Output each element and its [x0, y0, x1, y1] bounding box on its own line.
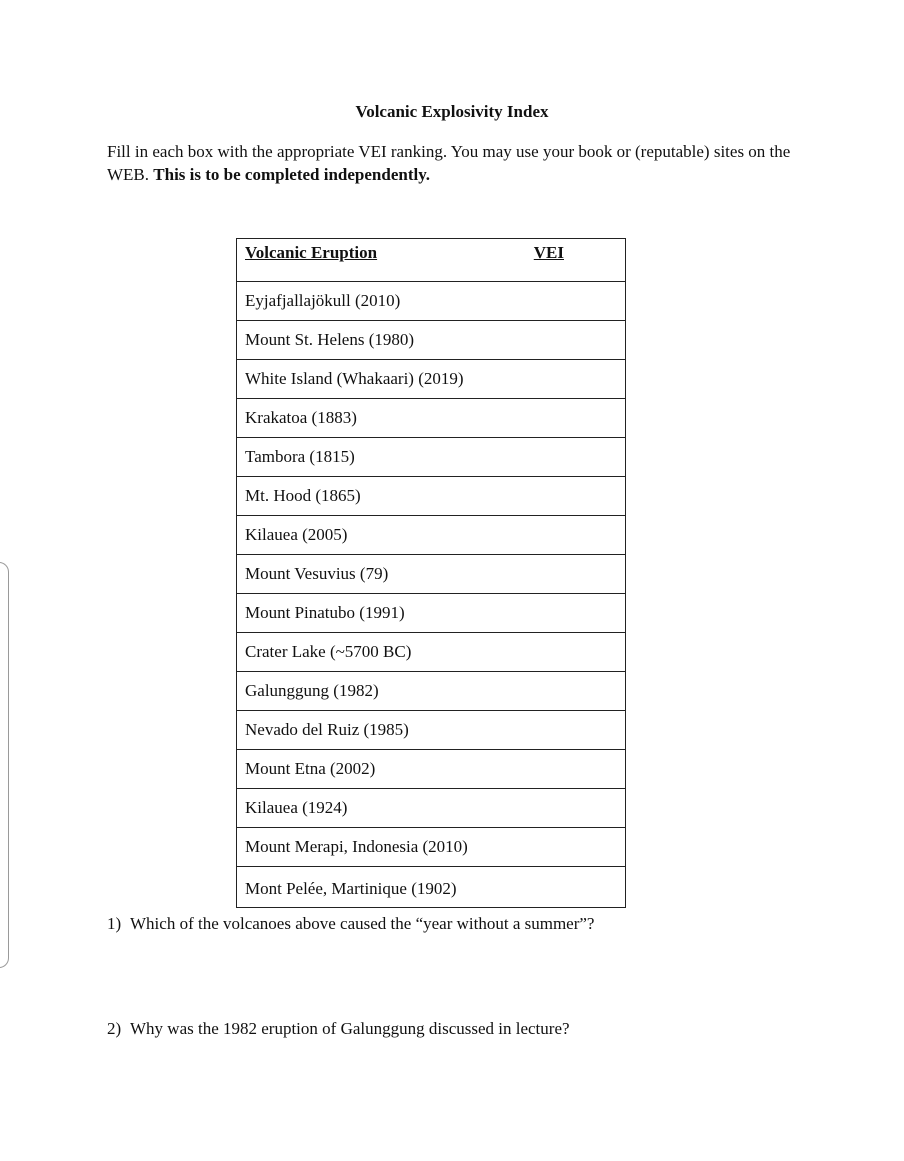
eruption-cell[interactable] [237, 867, 626, 908]
column-header-vei: VEI [533, 243, 564, 262]
eruption-name: Mount Merapi, Indonesia (2010) [245, 837, 468, 856]
eruption-cell[interactable] [237, 282, 626, 321]
question-number: 1) [107, 914, 122, 933]
eruption-cell[interactable] [237, 516, 626, 555]
vei-table [236, 238, 626, 908]
table-row [237, 282, 626, 321]
table-row [237, 750, 626, 789]
eruption-name: Crater Lake (~5700 BC) [245, 642, 412, 661]
eruption-name: Kilauea (1924) [245, 798, 348, 817]
eruption-name: Mt. Hood (1865) [245, 486, 361, 505]
eruption-name: White Island (Whakaari) (2019) [245, 369, 464, 388]
eruption-cell[interactable] [237, 399, 626, 438]
table-header-row [237, 239, 626, 282]
page-title: Volcanic Explosivity Index [355, 102, 549, 121]
side-panel-edge [0, 562, 9, 968]
eruption-name: Mount St. Helens (1980) [245, 330, 415, 349]
question-text: Why was the 1982 eruption of Galunggung discussed in lecture? [130, 1019, 570, 1038]
eruption-name: Galunggung (1982) [245, 681, 379, 700]
table-row [237, 711, 626, 750]
table-row [237, 789, 626, 828]
question-text: Which of the volcanoes above caused the “year without a summer”? [130, 914, 595, 933]
table-row [237, 399, 626, 438]
instructions-bold-text: This is to be completed independently. [153, 165, 431, 184]
question-2 [107, 1018, 570, 1040]
question-1 [107, 913, 594, 935]
table-row [237, 633, 626, 672]
eruption-name: Eyjafjallajökull (2010) [245, 291, 401, 310]
eruption-cell[interactable] [237, 633, 626, 672]
table-header-cell [237, 239, 626, 282]
instructions [107, 140, 807, 186]
eruption-name: Nevado del Ruiz (1985) [245, 720, 409, 739]
eruption-cell[interactable] [237, 711, 626, 750]
table-row [237, 516, 626, 555]
table-row [237, 321, 626, 360]
question-number: 2) [107, 1019, 122, 1038]
eruption-name: Kilauea (2005) [245, 525, 348, 544]
table-row [237, 594, 626, 633]
table-row [237, 360, 626, 399]
eruption-cell[interactable] [237, 750, 626, 789]
table-row [237, 672, 626, 711]
table-body [237, 282, 626, 908]
eruption-name: Mount Pinatubo (1991) [245, 603, 405, 622]
eruption-name: Mont Pelée, Martinique (1902) [245, 879, 457, 898]
table-row [237, 477, 626, 516]
table-row [237, 555, 626, 594]
eruption-cell[interactable] [237, 828, 626, 867]
eruption-cell[interactable] [237, 789, 626, 828]
instructions-text: Fill in each box with the appropriate VEI ranking. You may use your book or (reputable) sites on the WEB. [107, 142, 791, 184]
eruption-name: Mount Vesuvius (79) [245, 564, 389, 583]
eruption-cell[interactable] [237, 555, 626, 594]
eruption-name: Mount Etna (2002) [245, 759, 376, 778]
eruption-name: Krakatoa (1883) [245, 408, 357, 427]
eruption-cell[interactable] [237, 672, 626, 711]
eruption-cell[interactable] [237, 477, 626, 516]
eruption-cell[interactable] [237, 594, 626, 633]
eruption-cell[interactable] [237, 438, 626, 477]
table-row [237, 828, 626, 867]
table-row [237, 867, 626, 908]
table-row [237, 438, 626, 477]
eruption-cell[interactable] [237, 360, 626, 399]
eruption-cell[interactable] [237, 321, 626, 360]
eruption-name: Tambora (1815) [245, 447, 355, 466]
column-header-eruption: Volcanic Eruption [245, 243, 378, 262]
